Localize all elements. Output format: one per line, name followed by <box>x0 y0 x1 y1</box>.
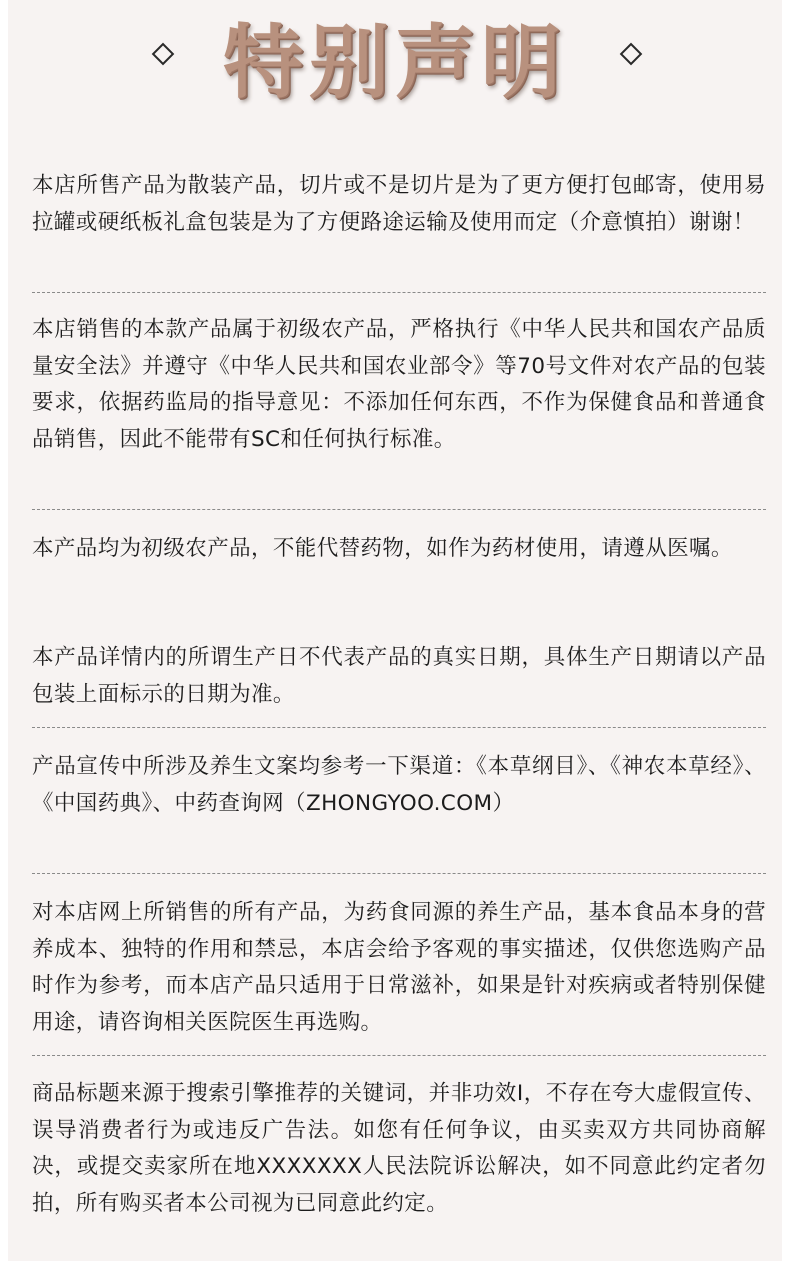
statement-paragraph: 本产品详情内的所谓生产日不代表产品的真实日期，具体生产日期请以产品包装上面标示的日期为准。 <box>32 645 766 707</box>
dashed-divider <box>32 1055 766 1056</box>
statement-paragraph: 产品宣传中所涉及养生文案均参考一下渠道：《本草纲目》、《神农本草经》、《中国药典》、中药查询网（ZHONGYOO.COM） <box>32 754 766 816</box>
statement-paragraph: 对本店网上所销售的所有产品，为药食同源的养生产品，基本食品本身的营养成本、独特的作用和禁忌，本店会给予客观的事实描述，仅供您选购产品时作为参考，而本店产品只适用于日常滋补，如果是针对疾病或者特别保健用途，请咨询相关医院医生再选购。 <box>32 900 766 1035</box>
dashed-divider <box>32 509 766 510</box>
statement-paragraph: 本店所售产品为散装产品，切片或不是切片是为了更方便打包邮寄，使用易拉罐或硬纸板礼盒包装是为了方便路途运输及使用而定（介意慎拍）谢谢！ <box>32 173 766 235</box>
statement-paragraph: 商品标题来源于搜索引擎推荐的关键词，并非功效I，不存在夸大虚假宣传、误导消费者行为或违反广告法。如您有任何争议，由买卖双方共同协商解决，或提交卖家所在地XXXXXXX人民法院诉讼解决，如不同意此约定者勿拍，所有购买者本公司视为已同意此约定。 <box>32 1081 766 1216</box>
dashed-divider <box>32 292 766 293</box>
page-title: 特别声明 <box>223 15 567 109</box>
statement-paragraph: 本店销售的本款产品属于初级农产品，严格执行《中华人民共和国农产品质量安全法》并遵守《中华人民共和国农业部令》等70号文件对农产品的包装要求，依据药监局的指导意见：不添加任何东西，不作为保健食品和普通食品销售，因此不能带有SC和任何执行标准。 <box>32 317 766 452</box>
header <box>8 0 782 150</box>
dashed-divider <box>32 727 766 728</box>
statement-paragraph: 本产品均为初级农产品，不能代替药物，如作为药材使用，请遵从医嘱。 <box>32 536 733 561</box>
statement-page <box>8 0 782 1261</box>
dashed-divider <box>32 873 766 874</box>
